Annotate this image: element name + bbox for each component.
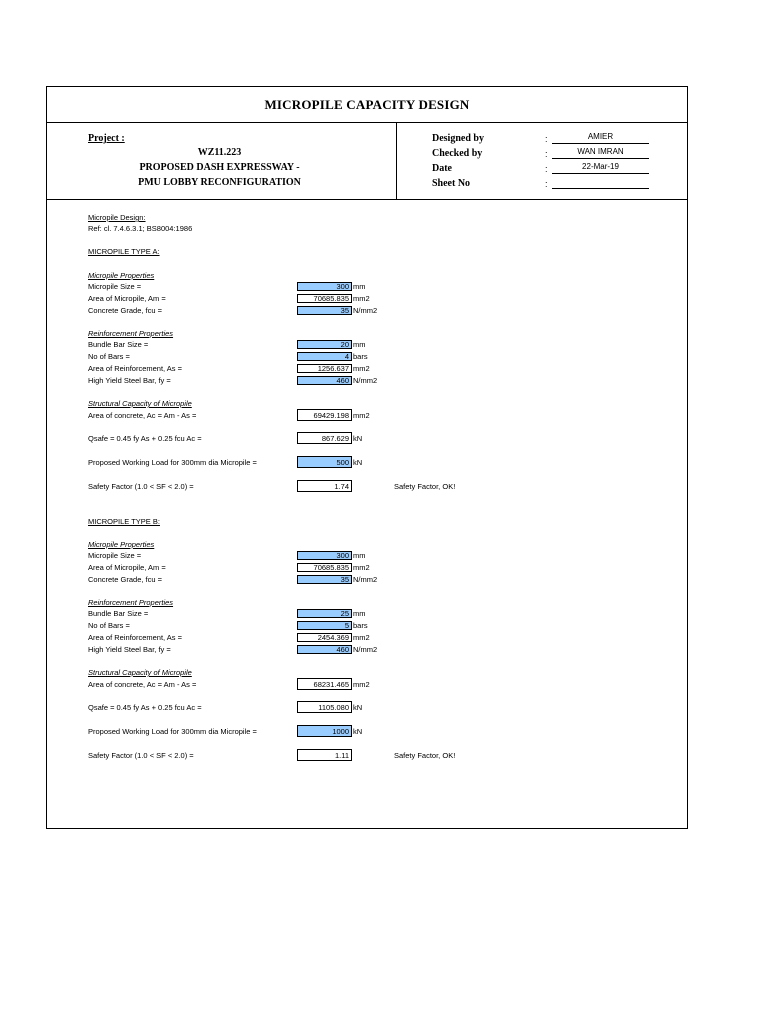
type-b-area-reinforcement-label: Area of Reinforcement, As =: [88, 633, 183, 642]
type-b-no-of-bars-unit: bars: [353, 621, 368, 630]
type-a-micropile-size-label: Micropile Size =: [88, 282, 142, 291]
type-b-working-load-label: Proposed Working Load for 300mm dia Micropile =: [88, 727, 257, 736]
designed-by-label: Designed by: [432, 133, 484, 144]
designed-by-colon: :: [545, 134, 548, 144]
type-a-bundle-bar-input[interactable]: 20: [297, 340, 352, 349]
type-a-area-micropile-unit: mm2: [353, 294, 370, 303]
type-b-no-of-bars-label: No of Bars =: [88, 621, 130, 630]
type-b-concrete-grade-unit: N/mm2: [353, 575, 378, 584]
type-b-qsafe-unit: kN: [353, 703, 363, 712]
type-a-qsafe-unit: kN: [353, 434, 363, 443]
type-b-bundle-bar-label: Bundle Bar Size =: [88, 609, 149, 618]
type-a-high-yield-input[interactable]: 460: [297, 376, 352, 385]
calculation-sheet: [46, 86, 688, 829]
checked-by-colon: :: [545, 149, 548, 159]
type-a-working-load-input[interactable]: 500: [297, 456, 352, 468]
type-a-qsafe-value: 867.629: [297, 432, 352, 444]
type-a-area-micropile-value: 70685.835: [297, 294, 352, 303]
type-a-area-reinforcement-value: 1256.637: [297, 364, 352, 373]
type-b-high-yield-unit: N/mm2: [353, 645, 378, 654]
type-b-safety-factor-label: Safety Factor (1.0 < SF < 2.0) =: [88, 751, 194, 760]
type-b-area-concrete-unit: mm2: [353, 680, 370, 689]
sheet-no-value: [552, 176, 649, 189]
type-a-area-concrete-value: 69429.198: [297, 409, 352, 421]
type-b-qsafe-label: Qsafe = 0.45 fy As + 0.25 fcu Ac =: [88, 703, 202, 712]
type-a-micropile-size-input[interactable]: 300: [297, 282, 352, 291]
type-b-concrete-grade-input[interactable]: 35: [297, 575, 352, 584]
type-b-no-of-bars-input[interactable]: 5: [297, 621, 352, 630]
type-b-area-micropile-value: 70685.835: [297, 563, 352, 572]
type-a-high-yield-unit: N/mm2: [353, 376, 378, 385]
type-a-no-of-bars-input[interactable]: 4: [297, 352, 352, 361]
sheet-no-colon: :: [545, 179, 548, 189]
type-a-micropile-size-unit: mm: [353, 282, 366, 291]
type-b-area-micropile-unit: mm2: [353, 563, 370, 572]
type-a-reinforcement-heading: Reinforcement Properties: [88, 329, 174, 338]
type-b-micropile-size-input[interactable]: 300: [297, 551, 352, 560]
type-a-safety-factor-note: Safety Factor, OK!: [394, 482, 456, 491]
type-b-working-load-unit: kN: [353, 727, 363, 736]
type-a-structural-capacity-heading: Structural Capacity of Micropile: [88, 399, 192, 408]
type-b-area-micropile-label: Area of Micropile, Am =: [88, 563, 166, 572]
checked-by-label: Checked by: [432, 148, 483, 159]
type-a-area-reinforcement-label: Area of Reinforcement, As =: [88, 364, 183, 373]
type-a-area-micropile-label: Area of Micropile, Am =: [88, 294, 166, 303]
type-b-micropile-properties-heading: Micropile Properties: [88, 540, 155, 549]
type-a-micropile-properties-heading: Micropile Properties: [88, 271, 155, 280]
type-a-working-load-label: Proposed Working Load for 300mm dia Micropile =: [88, 458, 257, 467]
title-row: [47, 87, 687, 123]
type-a-safety-factor-label: Safety Factor (1.0 < SF < 2.0) =: [88, 482, 194, 491]
type-a-area-reinforcement-unit: mm2: [353, 364, 370, 373]
micropile-design-heading: Micropile Design:: [88, 213, 146, 222]
type-a-concrete-grade-unit: N/mm2: [353, 306, 378, 315]
project-name-line-2: PMU LOBBY RECONFIGURATION: [138, 177, 301, 188]
type-a-no-of-bars-unit: bars: [353, 352, 368, 361]
type-a-working-load-unit: kN: [353, 458, 363, 467]
sheet-no-label: Sheet No: [432, 178, 471, 189]
type-a-bundle-bar-unit: mm: [353, 340, 366, 349]
date-colon: :: [545, 164, 548, 174]
type-a-concrete-grade-input[interactable]: 35: [297, 306, 352, 315]
design-reference: Ref: cl. 7.4.6.3.1; BS8004:1986: [88, 224, 193, 233]
type-b-qsafe-value: 1105.080: [297, 701, 352, 713]
checked-by-value: WAN IMRAN: [552, 146, 649, 159]
type-b-concrete-grade-label: Concrete Grade, fcu =: [88, 575, 162, 584]
type-b-micropile-size-label: Micropile Size =: [88, 551, 142, 560]
type-b-bundle-bar-unit: mm: [353, 609, 366, 618]
type-a-heading: MICROPILE TYPE A:: [88, 247, 160, 256]
header-divider: [396, 123, 397, 199]
type-b-bundle-bar-input[interactable]: 25: [297, 609, 352, 618]
type-b-structural-capacity-heading: Structural Capacity of Micropile: [88, 668, 192, 677]
type-a-area-concrete-label: Area of concrete, Ac = Am - As =: [88, 411, 197, 420]
type-b-micropile-size-unit: mm: [353, 551, 366, 560]
type-b-heading: MICROPILE TYPE B:: [88, 517, 160, 526]
type-a-bundle-bar-label: Bundle Bar Size =: [88, 340, 149, 349]
type-b-safety-factor-note: Safety Factor, OK!: [394, 751, 456, 760]
type-b-area-reinforcement-value: 2454.369: [297, 633, 352, 642]
type-a-concrete-grade-label: Concrete Grade, fcu =: [88, 306, 162, 315]
date-value: 22-Mar-19: [552, 161, 649, 174]
project-code: WZ11.223: [197, 147, 242, 158]
type-a-area-concrete-unit: mm2: [353, 411, 370, 420]
type-a-no-of-bars-label: No of Bars =: [88, 352, 130, 361]
type-b-safety-factor-value: 1.11: [297, 749, 352, 761]
type-b-working-load-input[interactable]: 1000: [297, 725, 352, 737]
sheet-title: MICROPILE CAPACITY DESIGN: [264, 96, 470, 112]
project-label: Project :: [88, 133, 125, 144]
type-b-area-concrete-label: Area of concrete, Ac = Am - As =: [88, 680, 197, 689]
project-name-line-1: PROPOSED DASH EXPRESSWAY -: [139, 162, 300, 173]
header-block: [47, 123, 687, 200]
type-b-area-concrete-value: 68231.465: [297, 678, 352, 690]
designed-by-value: AMIER: [552, 131, 649, 144]
date-label: Date: [432, 163, 452, 174]
type-b-high-yield-input[interactable]: 460: [297, 645, 352, 654]
type-a-safety-factor-value: 1.74: [297, 480, 352, 492]
type-a-high-yield-label: High Yield Steel Bar, fy =: [88, 376, 171, 385]
type-b-area-reinforcement-unit: mm2: [353, 633, 370, 642]
type-a-qsafe-label: Qsafe = 0.45 fy As + 0.25 fcu Ac =: [88, 434, 202, 443]
type-b-reinforcement-heading: Reinforcement Properties: [88, 598, 174, 607]
type-b-high-yield-label: High Yield Steel Bar, fy =: [88, 645, 171, 654]
